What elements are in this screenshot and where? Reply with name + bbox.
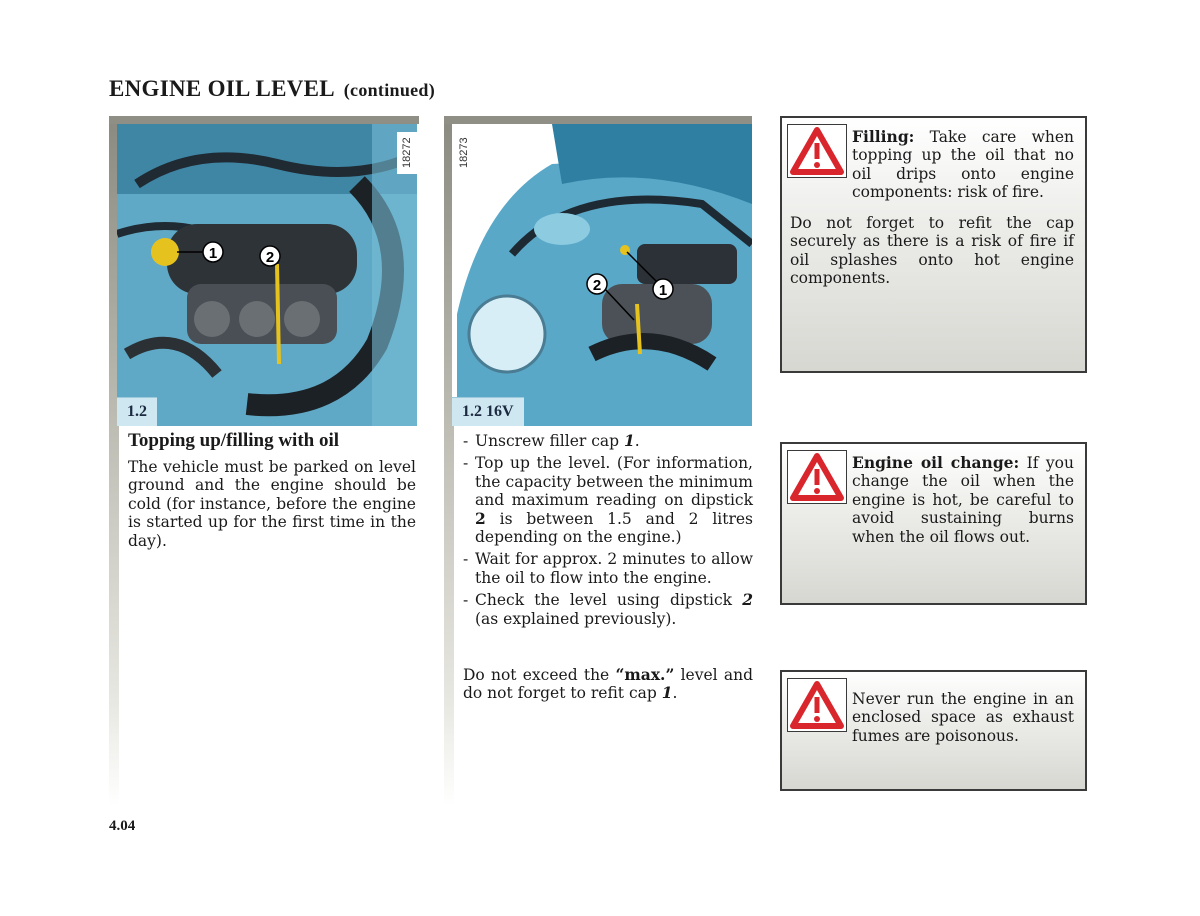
page-title bbox=[109, 76, 435, 102]
warning-box-filling bbox=[780, 116, 1087, 373]
steps-list bbox=[463, 432, 753, 632]
step-ref: 1 bbox=[624, 431, 635, 450]
figure-ref-box bbox=[397, 132, 417, 174]
list-item bbox=[463, 454, 753, 546]
figure-top-bar-1 bbox=[109, 116, 419, 124]
title-text: ENGINE OIL LEVEL bbox=[109, 76, 334, 101]
list-item bbox=[463, 550, 753, 587]
warning-icon bbox=[787, 678, 847, 732]
step-ref: 2 bbox=[475, 508, 486, 528]
figure-ref-box bbox=[454, 132, 476, 174]
step-text: Wait for approx. 2 minutes to allow the oil to flow into the engine. bbox=[475, 550, 753, 587]
warning-body: Never run the engine in an enclosed space as exhaust fumes are poisonous. bbox=[852, 690, 1074, 745]
callout-2 bbox=[260, 246, 280, 266]
warning-icon bbox=[787, 124, 847, 178]
note-text: Do not exceed the bbox=[463, 666, 616, 684]
figure-ref: 18272 bbox=[401, 137, 413, 168]
title-continued: (continued) bbox=[343, 80, 436, 100]
callout-2-text: 2 bbox=[592, 277, 602, 294]
callout-2-text: 2 bbox=[265, 249, 275, 266]
warning-text bbox=[852, 128, 1074, 202]
warning-box-oil-change bbox=[780, 442, 1087, 605]
step-text-end: (as explained previously). bbox=[475, 609, 677, 628]
warning-body: If you change the oil when the engine is hot, be careful to avoid sustaining burns when the oil flows out. bbox=[852, 454, 1074, 546]
engine-illustration-1 bbox=[117, 124, 417, 426]
warning-title: Engine oil change: bbox=[852, 453, 1020, 472]
engine-illustration-2 bbox=[452, 124, 752, 426]
left-body: The vehicle must be parked on level ground and the engine should be cold (for instance, before the engine is started up for the first time in the day). bbox=[128, 458, 416, 550]
warning-box-exhaust bbox=[780, 670, 1087, 791]
list-item bbox=[463, 591, 753, 628]
warning-extra: Do not forget to refit the cap securely as there is a risk of fire if oil splashes onto hot engine components. bbox=[790, 214, 1074, 288]
note-ref: 1 bbox=[661, 683, 673, 703]
warning-text bbox=[852, 454, 1074, 546]
warning-title: Filling: bbox=[852, 127, 915, 146]
list-item bbox=[463, 432, 753, 450]
step-text-end: . bbox=[634, 432, 640, 450]
callout-1-text: 1 bbox=[208, 245, 218, 262]
warning-icon bbox=[787, 450, 847, 504]
max-level-note bbox=[463, 666, 753, 703]
figure-label: 1.2 bbox=[117, 397, 157, 426]
note-text-mid: level and do not forget to refit cap bbox=[463, 666, 753, 703]
step-ref: 2 bbox=[742, 590, 753, 610]
note-text-end: . bbox=[672, 684, 678, 703]
note-bold: “max.” bbox=[615, 665, 675, 684]
page-number: 4.04 bbox=[109, 818, 136, 834]
engine-figure-1-2-16v bbox=[452, 124, 752, 426]
step-text: Check the level using dipstick bbox=[475, 591, 743, 610]
engine-figure-1-2 bbox=[117, 124, 417, 426]
figure-label: 1.2 16V bbox=[452, 397, 524, 426]
warning-text bbox=[852, 690, 1074, 745]
section-heading: Topping up/filling with oil bbox=[128, 430, 340, 451]
step-text: Top up the level. (For information, the capacity between the minimum and maximum reading on dipstick bbox=[475, 454, 753, 510]
figure-top-bar-2 bbox=[444, 116, 752, 124]
step-text-end: is between 1.5 and 2 litres depending on the engine.) bbox=[475, 509, 753, 547]
warning-body: Take care when topping up the oil that no oil drips onto engine components: risk of fire. bbox=[852, 128, 1074, 202]
figure-ref: 18273 bbox=[458, 137, 470, 168]
step-text: Unscrew filler cap bbox=[475, 432, 624, 450]
callout-1-text: 1 bbox=[658, 282, 668, 299]
